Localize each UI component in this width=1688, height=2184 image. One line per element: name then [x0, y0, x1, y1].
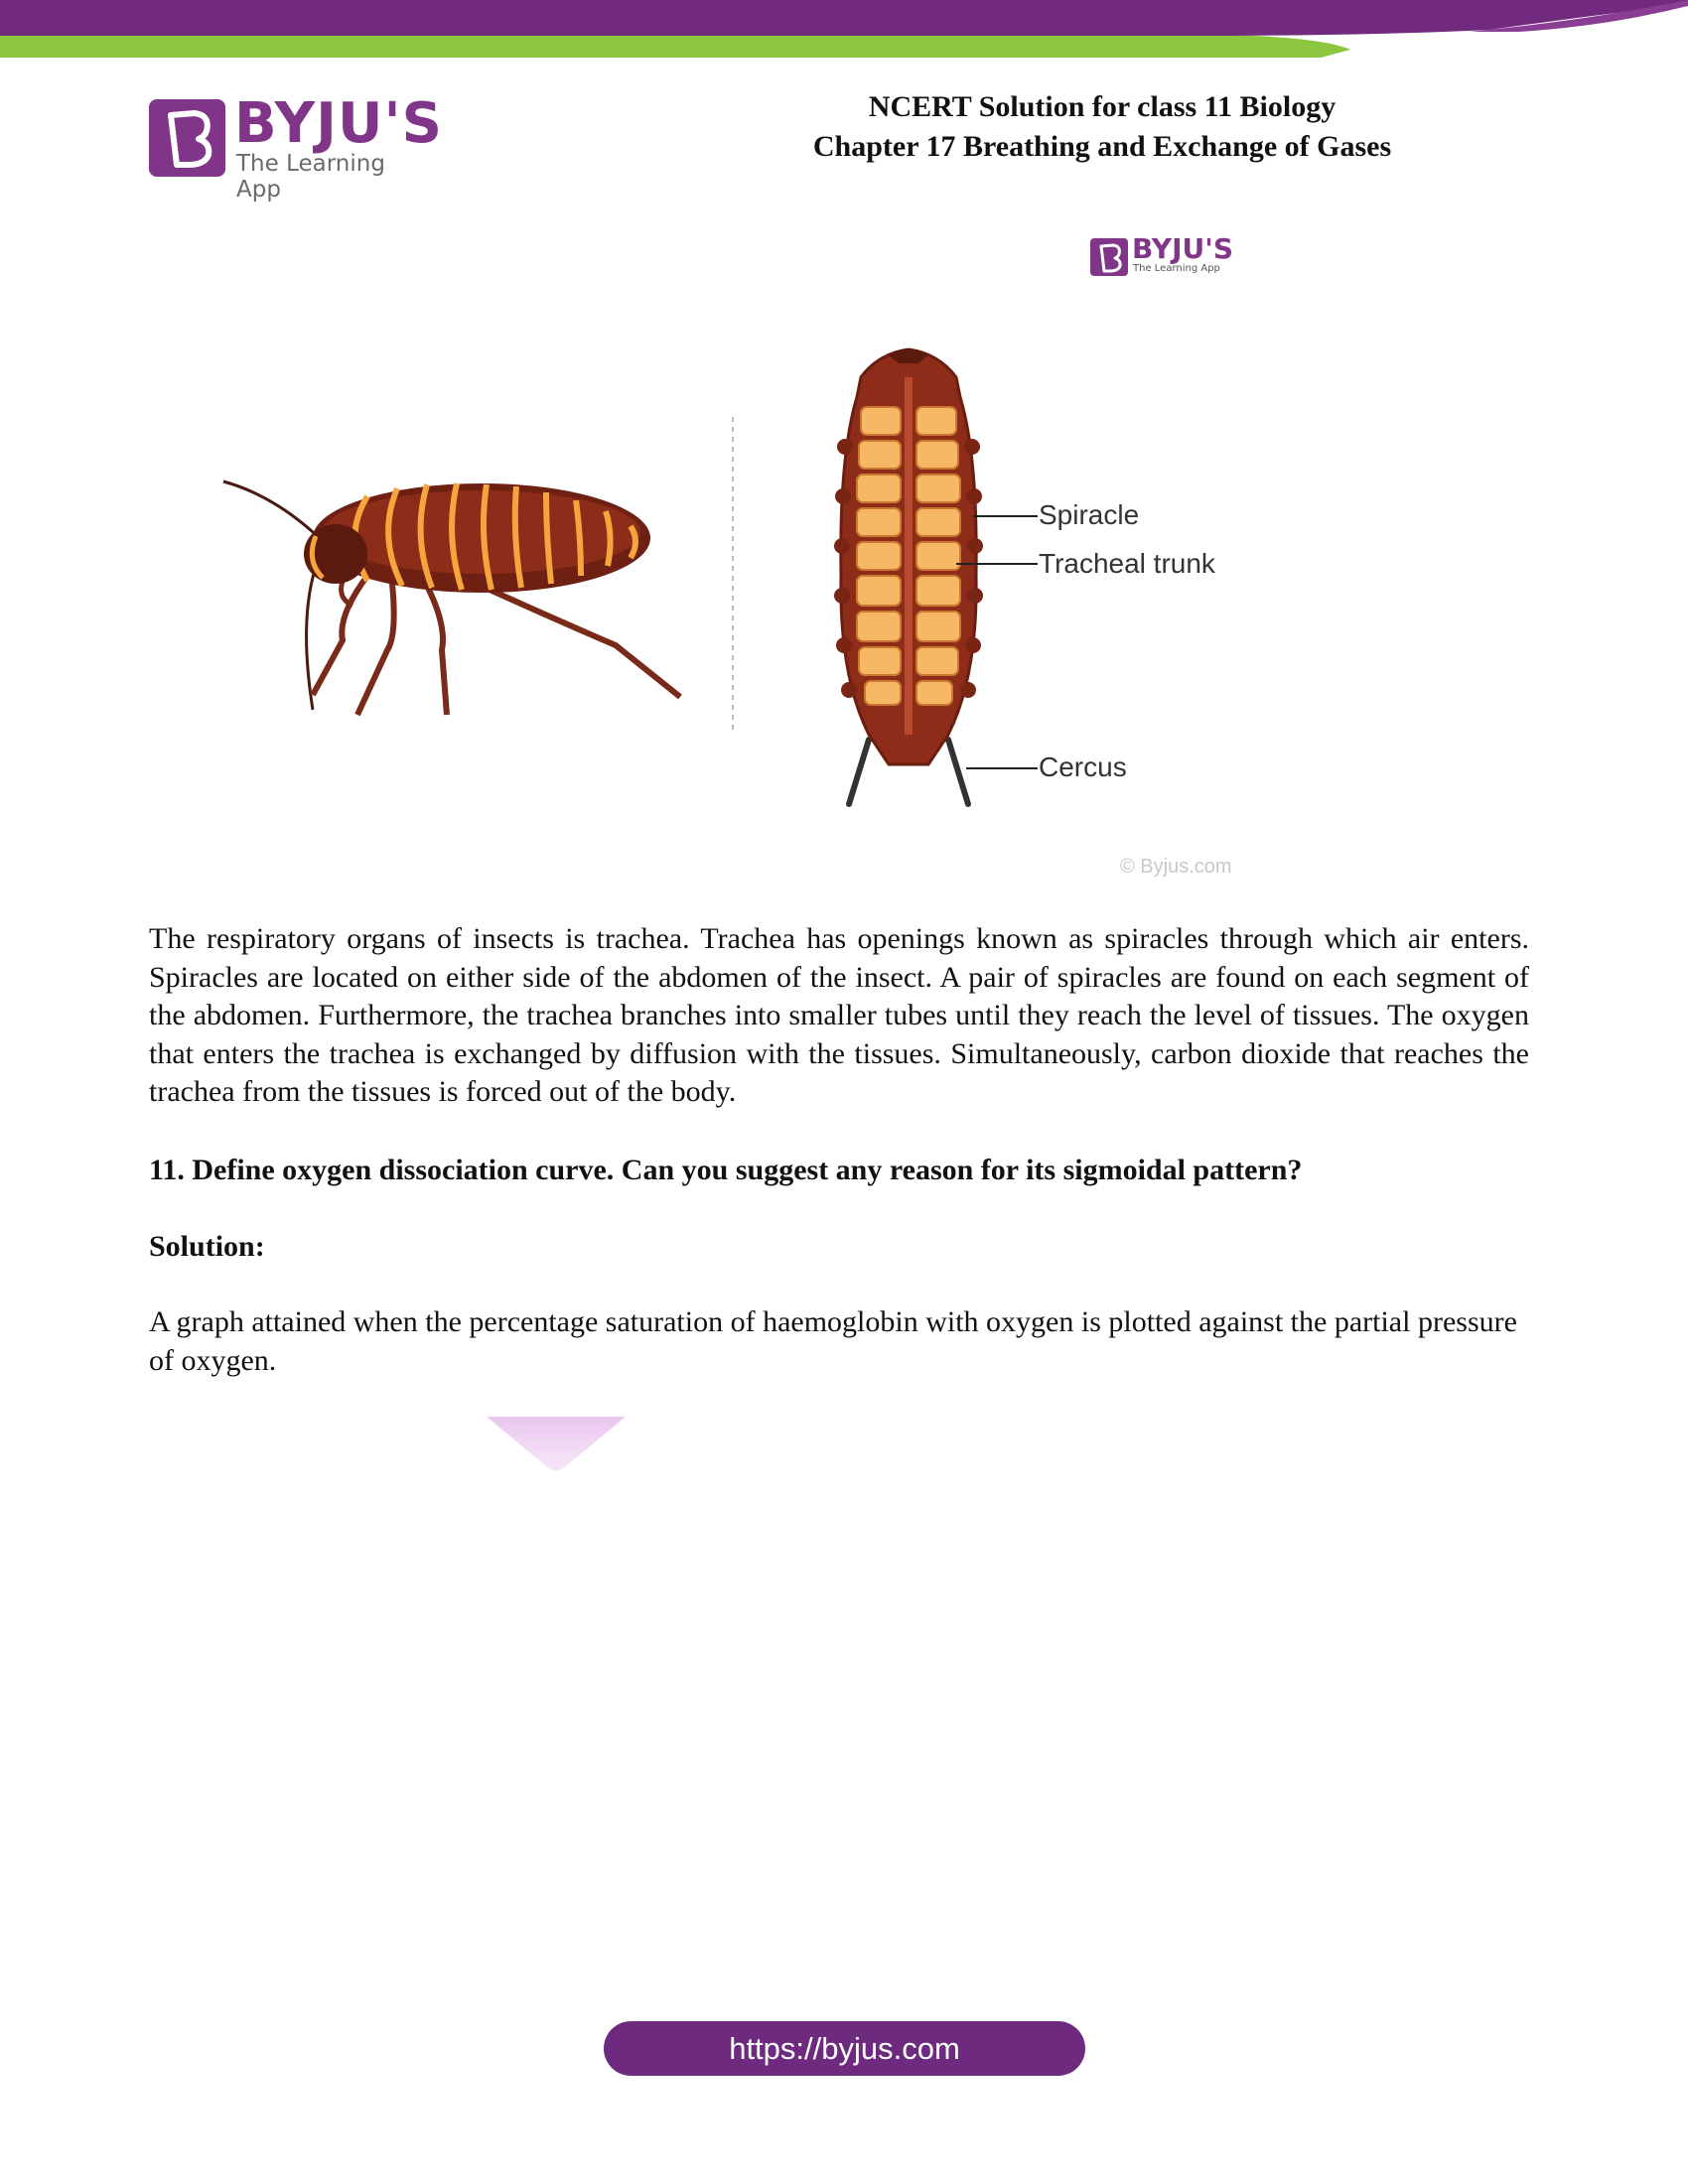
logo-tagline: The Learning App [236, 151, 385, 203]
answer-text: A graph attained when the percentage saturation of haemoglobin with oxygen is plotted against the partial pressure of oxygen. [149, 1305, 1517, 1377]
figure-copyright: © Byjus.com [1120, 856, 1232, 878]
cockroach-illustration [218, 467, 695, 725]
figure-logo [1090, 232, 1249, 280]
title-line-1: NCERT Solution for class 11 Biology [868, 90, 1336, 123]
figure-logo-tagline: The Learning App [1133, 263, 1220, 274]
label-cercus: Cercus [1039, 751, 1127, 782]
title-line-2: Chapter 17 Breathing and Exchange of Gases [812, 130, 1392, 163]
top-banner [0, 0, 1688, 62]
question-11: 11. Define oxygen dissociation curve. Can you suggest any reason for its sigmoidal pattern? [149, 1154, 1303, 1186]
decorative-triangle-icon [487, 1415, 626, 1474]
paragraph-trachea: The respiratory organs of insects is trachea. Trachea has openings known as spiracles through which air enters. Spiracles are located on either side of the abdomen of the insect. A pair of spiracles are found on each segment of the abdomen. Furthermore, the trachea branches into smaller tubes until they reach the level of tissues. The oxygen that enters the trachea is exchanged by diffusion with the tissues. Simultaneously, carbon dioxide that reaches the trachea from the tissues is forced out of the body. [149, 922, 1529, 1108]
leader-line-extensions [978, 511, 1038, 774]
label-tracheal-trunk: Tracheal trunk [1039, 548, 1215, 579]
tracheal-system-diagram [819, 338, 998, 814]
solution-label: Solution: [149, 1230, 265, 1263]
logo-brand-name: BYJU'S [234, 91, 443, 156]
page-title [695, 87, 1509, 167]
figure-divider [731, 417, 735, 735]
footer-url-link[interactable]: https://byjus.com [604, 2021, 1085, 2076]
figure-logo-name: BYJU'S [1132, 232, 1233, 265]
figure-logo-b-icon [1090, 238, 1128, 276]
byjus-logo [149, 91, 443, 203]
logo-b-icon [149, 99, 225, 177]
label-spiracle: Spiracle [1039, 499, 1140, 530]
